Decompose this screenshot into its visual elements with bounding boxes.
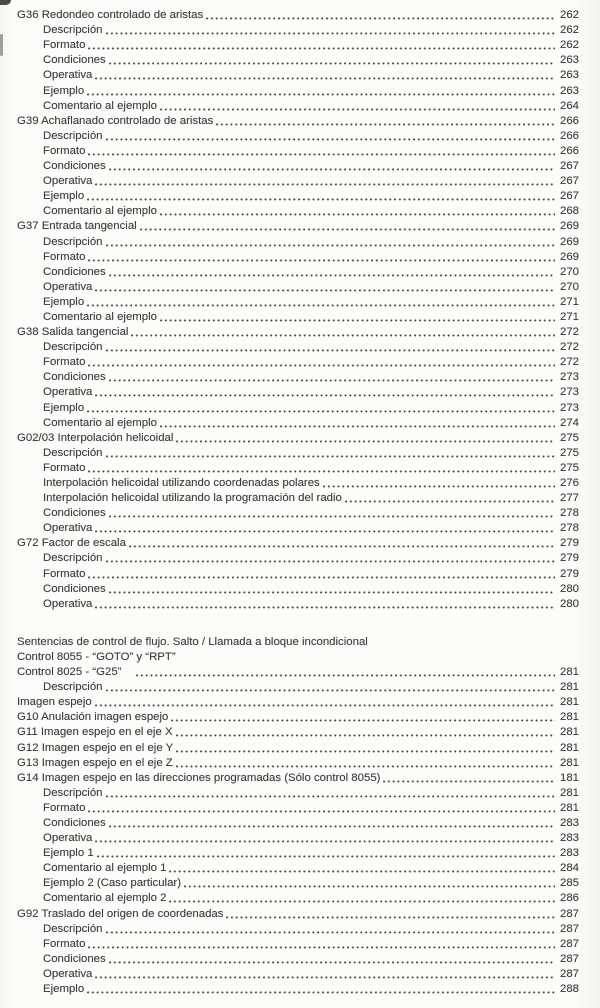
toc-entry (17, 460, 579, 475)
toc-entry (17, 188, 579, 203)
toc-entry (17, 724, 579, 739)
toc-entry-label: G37 Entrada tangencial (17, 220, 137, 233)
toc-entry-page: 272 (559, 341, 579, 354)
toc-entry (17, 82, 579, 97)
toc-entry-label: G14 Imagen espejo en las direcciones programadas (Sólo control 8055) (17, 771, 381, 784)
toc-entry-page: 286 (559, 892, 579, 905)
toc-entry (17, 830, 579, 845)
toc-entry (17, 113, 579, 128)
toc-entry-label: Sentencias de control de flujo. Salto / Llamada a bloque incondicional (17, 635, 368, 648)
toc-entry (17, 890, 579, 905)
toc-entry-label: Descripción (43, 446, 103, 459)
toc-entry-label: G12 Imagen espejo en el eje Y (17, 741, 174, 754)
dot-leader (109, 591, 555, 594)
toc-entry-page: 280 (559, 597, 579, 610)
toc-entry-label: Formato (43, 144, 86, 157)
toc-entry-label: Operativa (43, 967, 93, 980)
toc-entry-label: Control 8055 - “GOTO” y “RPT” (17, 650, 176, 663)
dot-leader (88, 47, 555, 50)
dot-leader (106, 931, 555, 934)
dot-leader (88, 576, 555, 579)
toc-entry-page: 273 (559, 401, 579, 414)
toc-entry (17, 233, 579, 248)
toc-entry (17, 535, 579, 550)
dot-leader (160, 213, 555, 216)
toc-entry-page: 277 (559, 492, 579, 505)
toc-entry-label: Ejemplo 2 (Caso particular) (43, 877, 182, 890)
toc-entry-label: Condiciones (43, 265, 106, 278)
toc-entry-label: Formato (43, 250, 86, 263)
toc-entry-page: 276 (559, 477, 579, 489)
toc-entry (17, 694, 579, 709)
toc-entry-page: 267 (559, 175, 579, 188)
toc-entry-label: Ejemplo 1 (43, 847, 94, 860)
toc-entry-label: Condiciones (43, 371, 106, 384)
toc-entry (17, 581, 579, 596)
dot-leader (87, 410, 555, 413)
toc-entry-page: 280 (559, 582, 579, 595)
toc-entry-label: Ejemplo (43, 401, 85, 414)
dot-leader (88, 153, 555, 156)
dot-leader (184, 885, 555, 888)
toc-entry-page: 181 (559, 771, 579, 784)
toc-entry-page: 281 (559, 786, 579, 799)
toc-entry (17, 415, 579, 430)
toc-entry-page: 270 (559, 280, 579, 293)
toc-entry (17, 709, 579, 724)
dot-leader (88, 810, 555, 813)
dot-leader (226, 916, 555, 919)
dot-leader (109, 961, 555, 964)
toc-entry (17, 981, 579, 996)
toc-entry-label: Ejemplo (43, 295, 85, 308)
toc-entry-label: Ejemplo (43, 190, 85, 203)
toc-entry-page: 281 (559, 666, 579, 679)
toc-entry (17, 324, 579, 339)
toc-entry (17, 67, 579, 82)
toc-entry-label: G13 Imagen espejo en el eje Z (17, 756, 173, 769)
toc-entry (17, 785, 579, 800)
toc-entry-page: 275 (559, 446, 579, 459)
toc-entry (17, 966, 579, 981)
dot-leader (140, 228, 555, 231)
toc-entry (17, 7, 579, 22)
dot-leader (95, 183, 555, 186)
toc-entry (17, 37, 579, 52)
toc-entry-label: Formato (43, 461, 86, 474)
toc-entry-page: 278 (559, 507, 579, 520)
dot-leader (95, 840, 555, 843)
toc-entry-page: 287 (559, 922, 579, 935)
toc-entry (17, 845, 579, 860)
dot-leader (176, 734, 555, 737)
toc-entry-page: 272 (559, 326, 579, 339)
dot-leader (106, 689, 555, 692)
toc-entry (17, 921, 579, 936)
dot-leader (95, 976, 555, 979)
dot-leader (136, 674, 555, 677)
toc-entry (17, 800, 579, 815)
scan-artifact-top-left (0, 0, 11, 5)
toc-entry-page: 283 (559, 832, 579, 845)
toc-entry-page: 283 (559, 816, 579, 829)
toc-entry-label: Descripción (43, 552, 103, 565)
toc-entry-page: 269 (559, 220, 579, 233)
toc-entry-label: Descripción (43, 341, 103, 354)
dot-leader (106, 560, 555, 563)
toc-entry (17, 399, 579, 414)
toc-entry-label: Comentario al ejemplo (43, 310, 157, 323)
toc-entry (17, 475, 579, 490)
dot-leader (87, 93, 555, 96)
toc-entry-label: Comentario al ejemplo (43, 205, 157, 218)
toc-entry-label: G11 Imagen espejo en el eje X (17, 726, 173, 739)
toc-entry-page: 274 (559, 416, 579, 429)
dot-leader (131, 334, 555, 337)
toc-entry-label: Descripción (43, 235, 103, 248)
toc-entry-page: 287 (559, 952, 579, 965)
toc-entry-label: Formato (43, 937, 86, 950)
toc-entry (17, 875, 579, 890)
toc-entry-label: Condiciones (43, 952, 106, 965)
toc-entry (17, 369, 579, 384)
toc-entry-page: 287 (559, 937, 579, 950)
toc-entry-page: 278 (559, 522, 579, 535)
toc-entry-label: Condiciones (43, 582, 106, 595)
toc-entry-label: Comentario al ejemplo (43, 416, 157, 429)
toc-entry-page: 263 (559, 84, 579, 97)
toc-entry (17, 664, 579, 679)
toc-entry-page: 271 (559, 310, 579, 323)
toc-entry-label: G02/03 Interpolación helicoidal (17, 431, 174, 444)
toc-entry (17, 309, 579, 324)
toc-entry (17, 860, 579, 875)
dot-leader (160, 425, 555, 428)
toc-entry (17, 565, 579, 580)
toc-entry-label: Comentario al ejemplo 2 (43, 892, 167, 905)
toc-entry-page: 281 (559, 711, 579, 724)
dot-leader (129, 545, 555, 548)
toc-entry-label: Condiciones (43, 160, 106, 173)
toc-entry-page: 262 (559, 39, 579, 52)
dot-leader (106, 795, 555, 798)
toc-entry-label: Formato (43, 356, 86, 369)
toc-entry (17, 520, 579, 535)
toc-entry (17, 264, 579, 279)
toc-entry-label: G72 Factor de escala (17, 537, 126, 550)
toc-entry-label: Condiciones (43, 507, 106, 520)
dot-leader (106, 349, 555, 352)
toc-entry-page: 266 (559, 129, 579, 142)
toc-entry-page: 267 (559, 160, 579, 173)
toc-entry-page: 262 (559, 9, 579, 22)
toc-entry (17, 128, 579, 143)
toc-entry-label: Operativa (43, 832, 93, 845)
toc-entry-page: 287 (559, 907, 579, 920)
toc-entry (17, 98, 579, 113)
dot-leader (109, 825, 555, 828)
toc-entry (17, 52, 579, 67)
toc-entry-label: G39 Achaflanado controlado de aristas (17, 114, 214, 127)
dot-leader (109, 168, 555, 171)
toc-entry-page: 281 (559, 741, 579, 754)
toc-entry-label: Condiciones (43, 54, 106, 67)
dot-leader (88, 470, 555, 473)
dot-leader (171, 719, 555, 722)
toc-entry-label: Descripción (43, 129, 103, 142)
dot-leader (206, 17, 555, 20)
dot-leader (345, 500, 555, 503)
toc-entry (17, 755, 579, 770)
toc-entry-page: 275 (559, 461, 579, 474)
toc-entry-label: Descripción (43, 681, 103, 694)
toc-entry-page: 269 (559, 250, 579, 263)
toc-entry (17, 815, 579, 830)
toc-entry-page: 263 (559, 54, 579, 67)
toc-entry (17, 649, 579, 664)
dot-leader (95, 606, 555, 609)
toc-entry-page: 281 (559, 696, 579, 709)
dot-leader (109, 62, 555, 65)
toc-entry-label: Control 8025 - “G25” (17, 666, 122, 679)
toc-entry-page: 262 (559, 24, 579, 37)
toc-entry-label: G92 Traslado del origen de coordenadas (17, 907, 224, 920)
dot-leader (176, 750, 555, 753)
toc-entry-page: 268 (559, 205, 579, 218)
dot-leader (95, 394, 555, 397)
toc-entry-page: 264 (559, 99, 579, 112)
toc-entry (17, 430, 579, 445)
toc-entry-page: 285 (559, 877, 579, 890)
toc-entry-label: Comentario al ejemplo 1 (43, 862, 167, 875)
toc-entry (17, 634, 579, 649)
dot-leader (176, 765, 555, 768)
dot-leader (109, 379, 555, 382)
toc-entry (17, 143, 579, 158)
dot-leader (95, 704, 555, 707)
toc-entry-page: 283 (559, 847, 579, 860)
toc-entry (17, 203, 579, 218)
dot-leader (95, 530, 555, 533)
toc-entry-label: Descripción (43, 922, 103, 935)
toc-entry-label: Formato (43, 567, 86, 580)
toc-entry-label: Comentario al ejemplo (43, 99, 157, 112)
toc-entry-label: Operativa (43, 522, 93, 535)
toc-entry (17, 339, 579, 354)
dot-leader (87, 304, 555, 307)
toc-entry (17, 505, 579, 520)
toc-entry (17, 951, 579, 966)
dot-leader (383, 780, 555, 783)
toc-entry-page: 270 (559, 265, 579, 278)
toc-entry-label: Condiciones (43, 816, 106, 829)
toc-entry (17, 596, 579, 611)
toc-entry-label: Descripción (43, 24, 103, 37)
toc-entry-page: 281 (559, 726, 579, 739)
toc-entry-page: 266 (559, 114, 579, 127)
toc-entry-page: 263 (559, 69, 579, 82)
toc-entry-page: 287 (559, 967, 579, 980)
toc-entry-page: 271 (559, 295, 579, 308)
dot-leader (216, 123, 555, 126)
toc-entry-label: Ejemplo (43, 84, 85, 97)
toc-entry (17, 384, 579, 399)
dot-leader (169, 870, 555, 873)
toc-entry-page: 279 (559, 567, 579, 580)
toc-entry-label: G38 Salida tangencial (17, 326, 129, 339)
toc-entry-page: 272 (559, 356, 579, 369)
dot-leader (160, 108, 555, 111)
toc-entry (17, 249, 579, 264)
toc-entry-label: Operativa (43, 386, 93, 399)
toc-entry (17, 905, 579, 920)
toc-entry-page: 273 (559, 371, 579, 384)
toc-entry (17, 490, 579, 505)
toc-entry (17, 22, 579, 37)
dot-leader (106, 455, 555, 458)
toc-entry-page: 279 (559, 537, 579, 550)
dot-leader (87, 991, 555, 994)
toc-entry-page: 281 (559, 681, 579, 694)
toc-entry-page: 281 (559, 801, 579, 814)
dot-leader (106, 32, 555, 35)
toc-entry-label: Operativa (43, 69, 93, 82)
toc-entry-label: Operativa (43, 175, 93, 188)
toc-entry (17, 218, 579, 233)
dot-leader (109, 515, 555, 518)
dot-leader (160, 319, 555, 322)
toc-entry (17, 158, 579, 173)
toc-entry-label: Formato (43, 39, 86, 52)
dot-leader (106, 244, 555, 247)
toc-entry-page: 279 (559, 552, 579, 565)
toc-entry (17, 279, 579, 294)
toc-entry (17, 550, 579, 565)
toc-entry-label: Ejemplo (43, 983, 85, 995)
toc-entry-label: Operativa (43, 280, 93, 293)
dot-leader (176, 440, 555, 443)
dot-leader (97, 855, 555, 858)
dot-leader (109, 274, 555, 277)
toc-list (0, 7, 600, 996)
dot-leader (169, 900, 555, 903)
toc-entry-page: 281 (559, 756, 579, 769)
toc-entry (17, 739, 579, 754)
toc-entry (17, 445, 579, 460)
toc-entry-label: Operativa (43, 597, 93, 610)
toc-entry-label: Formato (43, 801, 86, 814)
dot-leader (88, 364, 555, 367)
dot-leader (88, 259, 555, 262)
toc-entry-label: G10 Anulación imagen espejo (17, 711, 169, 724)
dot-leader (88, 946, 555, 949)
toc-entry (17, 354, 579, 369)
dot-leader (95, 289, 555, 292)
dot-leader (87, 198, 555, 201)
dot-leader (323, 485, 555, 488)
toc-entry-page: 284 (559, 862, 579, 875)
toc-entry-label: Imagen espejo (17, 696, 92, 709)
toc-entry (17, 936, 579, 951)
toc-entry-page: 267 (559, 190, 579, 203)
dot-leader (106, 138, 555, 141)
toc-entry-label: G36 Redondeo controlado de aristas (17, 9, 204, 22)
toc-entry (17, 173, 579, 188)
dot-leader (95, 77, 555, 80)
toc-entry-label: Interpolación helicoidal utilizando coordenadas polares (43, 477, 320, 489)
toc-entry (17, 679, 579, 694)
toc-entry-page: 266 (559, 144, 579, 157)
toc-entry-page: 273 (559, 386, 579, 399)
toc-entry-page: 288 (559, 983, 579, 995)
toc-entry-label: Descripción (43, 786, 103, 799)
toc-entry-page: 269 (559, 235, 579, 248)
toc-entry-page: 275 (559, 431, 579, 444)
toc-entry-label: Interpolación helicoidal utilizando la programación del radio (43, 492, 342, 505)
toc-entry (17, 770, 579, 785)
toc-entry (17, 294, 579, 309)
